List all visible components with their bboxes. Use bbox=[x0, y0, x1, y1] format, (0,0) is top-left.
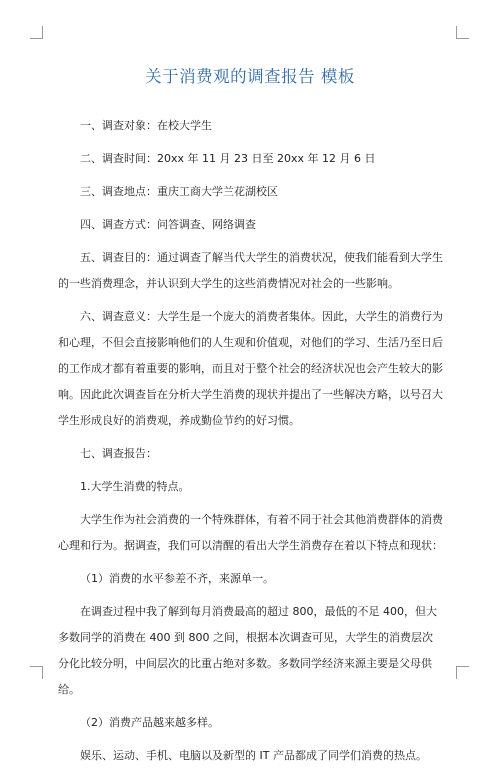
paragraph-report-heading: 七、调查报告： bbox=[80, 447, 157, 460]
paragraph-survey-purpose: 五、调查目的：通过调查了解当代大学生的消费状况，使我们能看到大学生的一些消费理念，并认识到大学生的这些消费情况对社会的一些影响。 bbox=[58, 251, 443, 290]
crop-mark-bottom-left bbox=[30, 666, 43, 679]
paragraph-point-1-heading: （1）消费的水平参差不齐，来源单一。 bbox=[80, 572, 274, 585]
document-body bbox=[58, 113, 443, 769]
crop-mark-top-left bbox=[30, 26, 43, 39]
paragraph-point-2-body: 娱乐、运动、手机、电脑以及新型的 IT 产品都成了同学们消费的热点。 bbox=[80, 749, 427, 762]
paragraph-survey-significance: 六、调查意义：大学生是一个庞大的消费者集体。因此，大学生的消费行为和心理，不但会直接影响他们的人生观和价值观，对他们的学习、生活乃至日后的工作成才都有着重要的影响，而且对于整个社会的经济状况也会产生较大的影响。因此此次调查旨在分析大学生消费的现状并提出了一些解决方略，以号召大学生形成良好的消费观，养成勤俭节约的好习惯。 bbox=[58, 310, 443, 427]
paragraph-survey-method: 四、调查方式：问答调查、网络调查 bbox=[80, 218, 256, 231]
paragraph-point-1-body: 在调查过程中我了解到每月消费最高的超过 800，最低的不足 400，但大多数同学的消费在 400 到 800 之间，根据本次调查可见，大学生的消费层次分化比较分明，中间层次的比重占绝对多数。多数同学经济来源主要是父母供给。 bbox=[58, 605, 437, 696]
paragraph-section-1-intro: 大学生作为社会消费的一个特殊群体，有着不同于社会其他消费群体的消费心理和行为。据调查，我们可以清醒的看出大学生消费存在着以下特点和现状： bbox=[58, 513, 443, 552]
paragraph-point-2-heading: （2）消费产品越来越多样。 bbox=[80, 716, 219, 729]
paragraph-survey-location: 三、调查地点：重庆工商大学兰花湖校区 bbox=[80, 185, 278, 198]
paragraph-survey-subject: 一、调查对象：在校大学生 bbox=[80, 119, 212, 132]
crop-mark-bottom-right bbox=[456, 666, 469, 679]
paragraph-section-1-heading: 1.大学生消费的特点。 bbox=[80, 480, 190, 493]
document-title: 关于消费观的调查报告 模板 bbox=[145, 67, 355, 86]
paragraph-survey-time: 二、调查时间：20xx 年 11 月 23 日至 20xx 年 12 月 6 日 bbox=[80, 152, 376, 165]
crop-mark-top-right bbox=[456, 26, 469, 39]
